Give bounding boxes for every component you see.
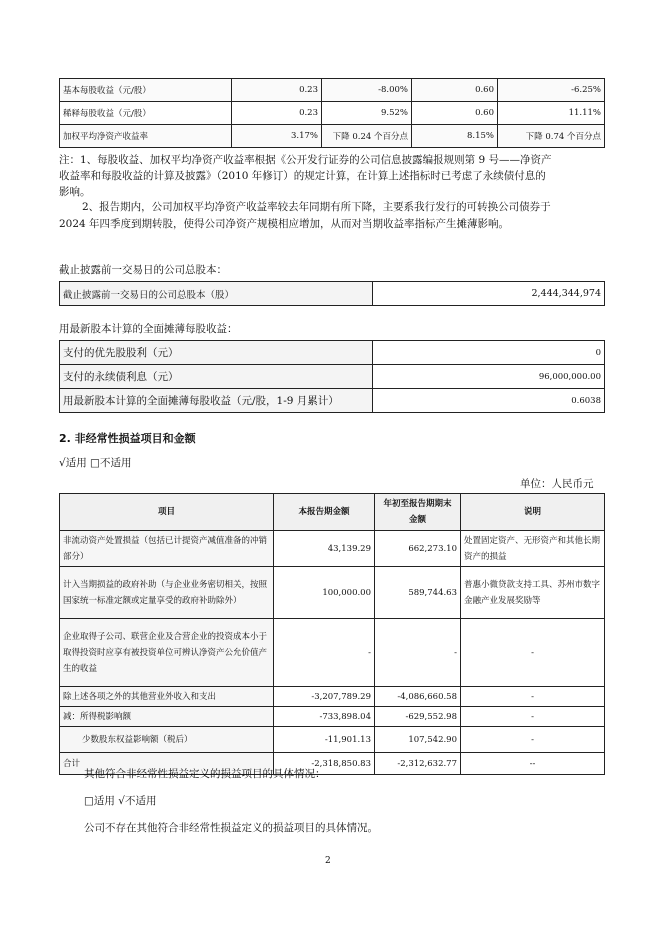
- cell: 0: [373, 341, 605, 365]
- cell: 0.6038: [373, 389, 605, 413]
- row-label: 支付的永续债利息（元）: [60, 365, 373, 389]
- cell: -629,552.98: [375, 707, 461, 727]
- note-line: 影响。: [59, 186, 91, 198]
- share-capital-heading: 截止披露前一交易日的公司总股本：: [59, 264, 227, 276]
- cell: -2,318,850.83: [274, 753, 375, 775]
- cell: -: [274, 619, 375, 687]
- unit-label: 单位：人民币元: [520, 478, 594, 490]
- row-label: 稀释每股收益（元/股）: [60, 102, 232, 125]
- note-line: 收益率和每股收益的计算及披露》（2010 年修订）的规定计算，在计算上述指标时已考虑了永续债付息的: [59, 170, 546, 182]
- desc-cell: -: [461, 687, 605, 707]
- cell: -3,207,789.29: [274, 687, 375, 707]
- item-cell: 企业取得子公司、联营企业及合营企业的投资成本小于取得投资时应享有被投资单位可辨认净资产公允价值产生的收益: [60, 619, 274, 687]
- item-cell: 合计: [60, 753, 274, 775]
- cell: 2,444,344,974: [373, 282, 605, 306]
- desc-cell: -: [461, 707, 605, 727]
- cell: 662,273.10: [375, 531, 461, 567]
- desc-cell: -: [461, 727, 605, 753]
- cell: -11,901.13: [274, 727, 375, 753]
- desc-cell: --: [461, 753, 605, 775]
- desc-cell: 处置固定资产、无形资产和其他长期资产的损益: [461, 531, 605, 567]
- header-item: 项目: [60, 494, 274, 531]
- row-label: 基本每股收益（元/股）: [60, 79, 232, 102]
- table-row: [60, 727, 605, 753]
- table-row: [60, 365, 605, 389]
- row-label: 加权平均净资产收益率: [60, 125, 232, 148]
- header-current: 本报告期金额: [274, 494, 375, 531]
- eps-table: [59, 78, 605, 148]
- diluted-heading: 用最新股本计算的全面摊薄每股收益：: [59, 323, 238, 335]
- row-label: 用最新股本计算的全面摊薄每股收益（元/股，1-9 月累计）: [60, 389, 373, 413]
- note-line: 注：1、每股收益、加权平均净资产收益率根据《公开发行证券的公司信息披露编报规则第 9 号——净资产: [59, 154, 552, 166]
- item-cell: 除上述各项之外的其他营业外收入和支出: [60, 687, 274, 707]
- cell: 96,000,000.00: [373, 365, 605, 389]
- desc-cell: 普惠小微贷款支持工具、苏州市数字金融产业发展奖励等: [461, 567, 605, 619]
- table-row: [60, 389, 605, 413]
- row-label: 支付的优先股股利（元）: [60, 341, 373, 365]
- diluted-eps-table: [59, 340, 605, 413]
- table-header-row: [60, 494, 605, 531]
- share-capital-table: [59, 281, 605, 306]
- cell: -8.00%: [322, 79, 412, 102]
- table-row: [60, 531, 605, 567]
- cell: 下降 0.24 个百分点: [322, 125, 412, 148]
- table-row: [60, 341, 605, 365]
- nonrecurring-table: [59, 493, 605, 775]
- cell: 0.23: [232, 102, 322, 125]
- cell: 100,000.00: [274, 567, 375, 619]
- cell: 下降 0.74 个百分点: [498, 125, 605, 148]
- note-line: 2、报告期内，公司加权平均净资产收益率较去年同期有所下降，主要系我行发行的可转换公司债券于: [82, 201, 551, 213]
- item-cell: 计入当期损益的政府补助（与企业业务密切相关，按照国家统一标准定额或定量享受的政府补助除外）: [60, 567, 274, 619]
- cell: 0.23: [232, 79, 322, 102]
- cell: -: [375, 619, 461, 687]
- other-items-line: 公司不存在其他符合非经常性损益定义的损益项目的具体情况。: [84, 822, 378, 834]
- item-cell: 少数股东权益影响额（税后）: [60, 727, 274, 753]
- cell: 107,542.90: [375, 727, 461, 753]
- header-desc: 说明: [461, 494, 605, 531]
- other-items-line: 其他符合非经常性损益定义的损益项目的具体情况：: [84, 768, 326, 780]
- header-ytd-line: 年初至报告期期末: [383, 499, 452, 509]
- cell: 11.11%: [498, 102, 605, 125]
- table-row: [60, 79, 605, 102]
- table-row: [60, 102, 605, 125]
- cell: -733,898.04: [274, 707, 375, 727]
- desc-cell: -: [461, 619, 605, 687]
- table-row: [60, 619, 605, 687]
- cell: 3.17%: [232, 125, 322, 148]
- cell: 0.60: [412, 79, 498, 102]
- cell: 0.60: [412, 102, 498, 125]
- page-number: 2: [325, 856, 331, 866]
- header-ytd-line: 金额: [408, 515, 426, 525]
- cell: 589,744.63: [375, 567, 461, 619]
- notes: [59, 152, 619, 200]
- item-cell: 减：所得税影响额: [60, 707, 274, 727]
- cell: -4,086,660.58: [375, 687, 461, 707]
- note-line: 2024 年四季度到期转股，使得公司净资产规模相应增加，从而对当期收益率指标产生摊薄影响。: [59, 218, 510, 230]
- table-row: [60, 282, 605, 306]
- header-ytd: [375, 494, 461, 531]
- other-items-applicable: □适用 √不适用: [84, 795, 157, 807]
- table-row: [60, 707, 605, 727]
- table-row: [60, 567, 605, 619]
- row-label: 截止披露前一交易日的公司总股本（股）: [60, 282, 373, 306]
- table-row: [60, 687, 605, 707]
- cell: 8.15%: [412, 125, 498, 148]
- cell: 43,139.29: [274, 531, 375, 567]
- cell: -2,312,632.77: [375, 753, 461, 775]
- section-title: 2. 非经常性损益项目和金额: [59, 432, 196, 445]
- applicable-status: √适用 □不适用: [59, 457, 132, 469]
- item-cell: 非流动资产处置损益（包括已计提资产减值准备的冲销部分）: [60, 531, 274, 567]
- cell: 9.52%: [322, 102, 412, 125]
- cell: -6.25%: [498, 79, 605, 102]
- table-row: [60, 125, 605, 148]
